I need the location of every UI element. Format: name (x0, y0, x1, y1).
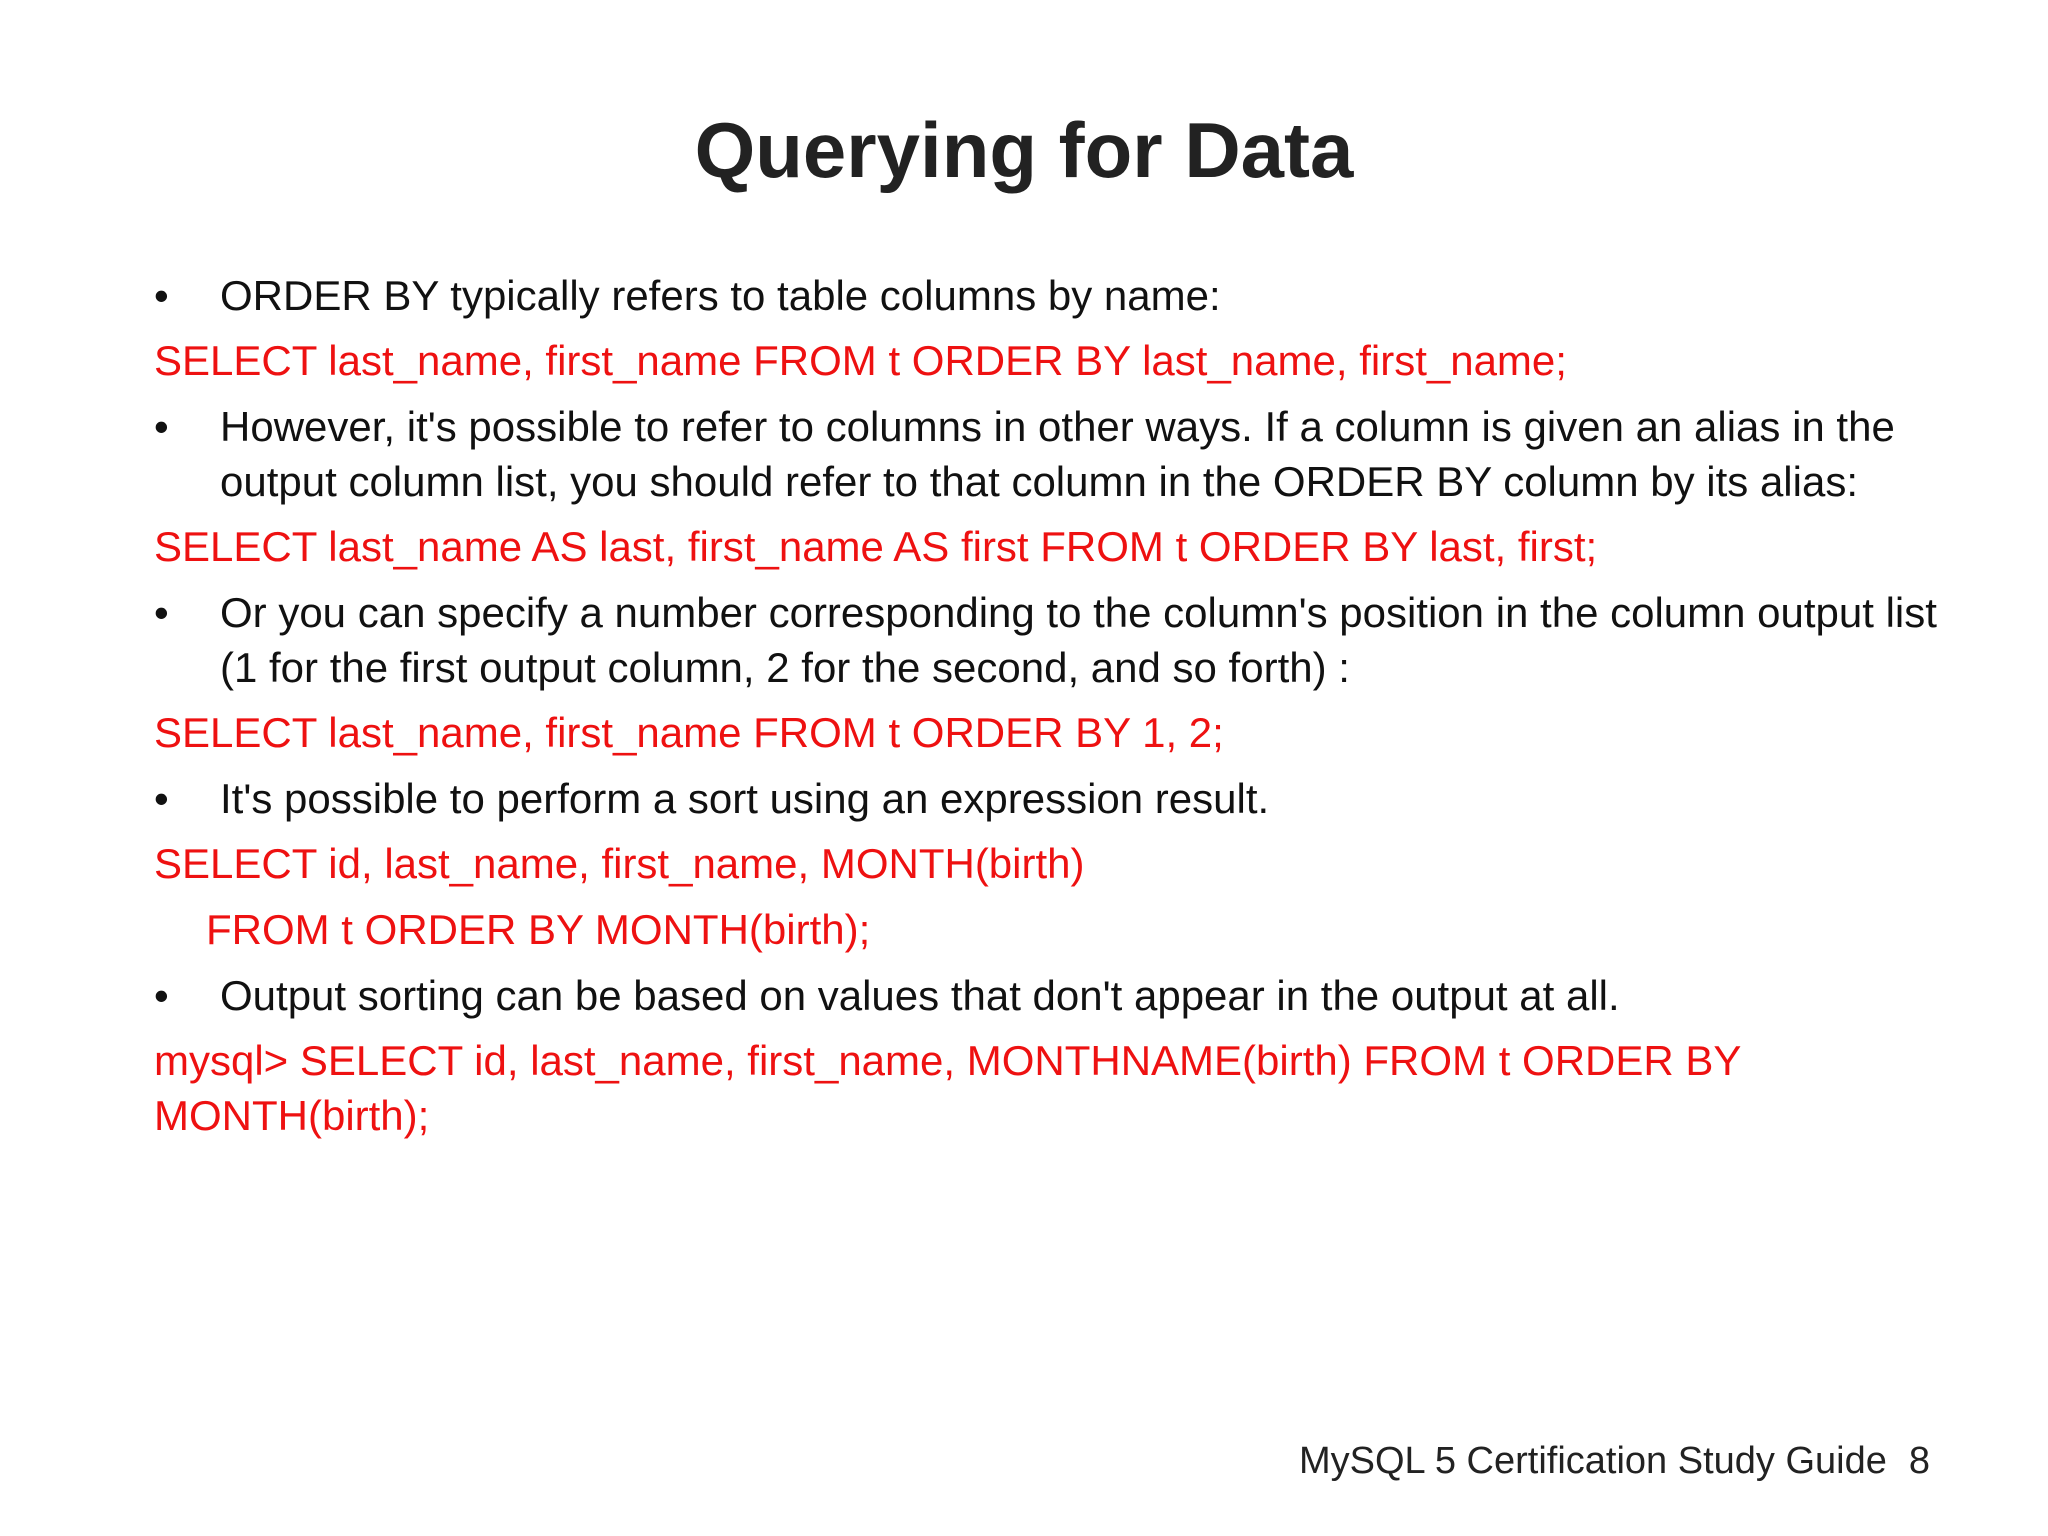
bullet-item (154, 399, 1984, 509)
bullet-item (154, 771, 1984, 826)
bullet-dot-icon: • (154, 272, 169, 319)
bullet-item (154, 268, 1984, 323)
slide-content (154, 268, 1984, 1154)
bullet-item (154, 968, 1984, 1023)
bullet-item (154, 585, 1984, 695)
page-number: 8 (1908, 1440, 1930, 1482)
code-example: SELECT id, last_name, first_name, MONTH(birth) (154, 840, 1085, 887)
bullet-dot-icon: • (154, 972, 169, 1019)
bullet-dot-icon: • (154, 403, 169, 450)
slide-title: Querying for Data (694, 106, 1354, 194)
bullet-dot-icon: • (154, 589, 169, 636)
footer-label: MySQL 5 Certification Study Guide (1299, 1440, 1887, 1482)
bullet-text: It's possible to perform a sort using an expression result. (220, 775, 1270, 822)
bullet-text: Output sorting can be based on values that don't appear in the output at all. (220, 972, 1620, 1019)
bullet-dot-icon: • (154, 775, 169, 822)
code-example: SELECT last_name AS last, first_name AS first FROM t ORDER BY last, first; (154, 523, 1598, 570)
code-example: SELECT last_name, first_name FROM t ORDER BY 1, 2; (154, 709, 1224, 756)
code-example-continuation: FROM t ORDER BY MONTH(birth); (206, 906, 871, 953)
bullet-text: Or you can specify a number corresponding to the column's position in the column output list (1 for the first output column, 2 for the second, and so forth) : (220, 589, 1937, 691)
code-example: SELECT last_name, first_name FROM t ORDER BY last_name, first_name; (154, 337, 1567, 384)
slide-footer (1299, 1440, 1930, 1483)
bullet-text: ORDER BY typically refers to table columns by name: (220, 272, 1221, 319)
bullet-text: However, it's possible to refer to columns in other ways. If a column is given an alias in the output column list, you should refer to that column in the ORDER BY column by its alias: (220, 403, 1895, 505)
code-example: mysql> SELECT id, last_name, first_name, MONTHNAME(birth) FROM t ORDER BY MONTH(birth); (154, 1037, 1741, 1139)
